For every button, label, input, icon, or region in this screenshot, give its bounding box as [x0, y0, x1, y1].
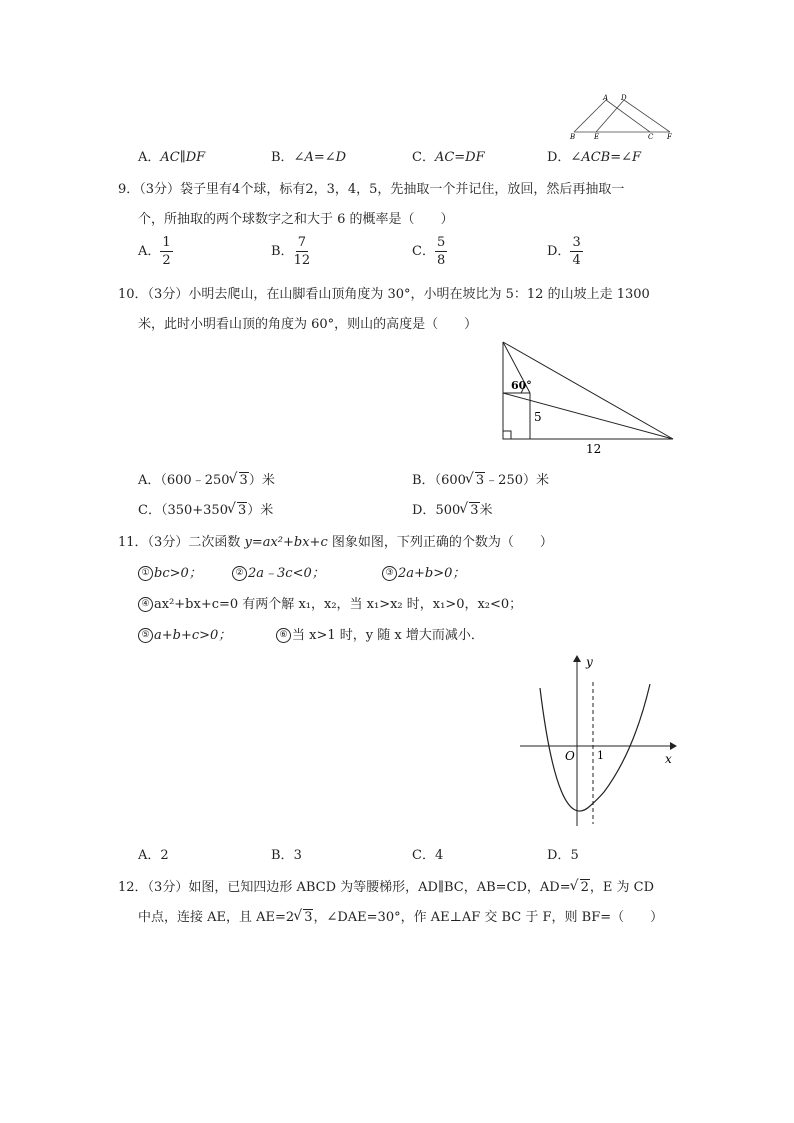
- q9-option-d[interactable]: D． $\frac{3}{4}$: [547, 235, 581, 268]
- option-text: AC=DF: [434, 150, 485, 165]
- sqrt: √ 2: [572, 880, 590, 895]
- q10-option-d[interactable]: D．500√ 3米: [412, 499, 493, 518]
- sqrt: √ 3: [467, 473, 485, 488]
- q9-stem-line2: 个，所抽取的两个球数字之和大于 6 的概率是（ ）: [138, 212, 454, 227]
- height-label: 5: [534, 410, 542, 424]
- q11-statement-4: ④ ax²+bx+c=0 有两个解 x₁，x₂，当 x₁>x₂ 时，x₁>0，x₂<0；: [138, 593, 522, 612]
- question-number: 9．（3分）: [118, 182, 181, 197]
- fraction: $\frac{5}{8}$: [436, 235, 446, 268]
- q10-stem-line2: 米，此时小明看山顶的角度为 60°，则山的高度是（ ）: [138, 317, 478, 332]
- y-axis-label: y: [586, 655, 593, 669]
- q12-stem-line1: 12．（3分）如图，已知四边形 ABCD 为等腰梯形，AD∥BC，AB=CD，AD=√ 2，E 为 CD: [118, 876, 654, 895]
- label-A: A: [603, 94, 609, 102]
- option-letter: B．: [271, 150, 294, 165]
- base-label: 12: [586, 442, 602, 456]
- angle-label: 60°: [511, 379, 532, 392]
- q8-option-c[interactable]: [412, 146, 485, 165]
- option-letter: A．: [138, 150, 161, 165]
- q9-option-b[interactable]: B． $\frac{7}{12}$: [271, 235, 311, 268]
- x-axis-label: x: [665, 752, 672, 766]
- sqrt: √ 3: [295, 910, 313, 925]
- label-E: E: [594, 133, 600, 140]
- q10-option-a[interactable]: A．（600﹣250√ 3）米: [138, 469, 275, 488]
- q11-parabola-graph: [514, 652, 684, 830]
- q8-option-d[interactable]: [547, 146, 641, 165]
- q11-option-a[interactable]: A．2: [138, 848, 169, 863]
- origin-label: O: [565, 749, 575, 763]
- q11-statement-2: ② 2a﹣3c<0；: [232, 562, 325, 581]
- q11-option-d[interactable]: D．5: [547, 848, 579, 863]
- q9-stem-line1: 9．（3分）袋子里有4个球，标有2，3，4，5，先抽取一个并记住，放回，然后再抽取一: [118, 182, 625, 197]
- q11-statement-6: ⑥ 当 x>1 时，y 随 x 增大而减小．: [276, 624, 484, 643]
- option-letter: D．: [547, 150, 571, 165]
- tick-label-1: 1: [597, 749, 604, 762]
- q11-statement-1: ① bc>0；: [138, 562, 202, 581]
- q11-option-c[interactable]: C．4: [412, 848, 444, 863]
- option-letter: C．: [412, 150, 435, 165]
- fraction: $\frac{1}{2}$: [162, 235, 171, 268]
- q11-stem: 11．（3分）二次函数 y=ax²+bx+c 图象如图，下列正确的个数为（ ）: [118, 535, 553, 550]
- q10-option-b[interactable]: B．（600√ 3﹣250）米: [412, 469, 549, 488]
- q9-option-c[interactable]: C． $\frac{5}{8}$: [412, 235, 446, 268]
- function-expr: y=ax²+bx+c: [244, 535, 328, 550]
- fraction: $\frac{3}{4}$: [572, 235, 581, 268]
- label-C: C: [648, 133, 654, 140]
- option-text: ∠ACB=∠F: [570, 150, 642, 165]
- q10-stem-line1: 10．（3分）小明去爬山，在山脚看山顶角度为 30°，小明在坡比为 5：12 的山坡上走 1300: [118, 287, 650, 302]
- q12-stem-line2: 中点，连接 AE，且 AE=2√ 3，∠DAE=30°，作 AE⊥AF 交 BC 于 F，则 BF=（ ）: [138, 906, 663, 925]
- label-B: B: [570, 133, 576, 140]
- sqrt: √ 3: [461, 503, 479, 518]
- q11-statement-5: ⑤ a+b+c>0；: [138, 624, 231, 643]
- label-D: D: [621, 94, 627, 102]
- option-text: ∠A=∠D: [293, 150, 347, 165]
- label-F: F: [667, 133, 672, 140]
- fraction: $\frac{7}{12}$: [293, 235, 311, 268]
- option-text: AC∥DF: [160, 150, 206, 165]
- q9-option-a[interactable]: A． $\frac{1}{2}$: [138, 235, 171, 268]
- question-number: 11．（3分）: [118, 535, 189, 550]
- q8-option-a[interactable]: [138, 146, 205, 165]
- q8-option-b[interactable]: [271, 146, 346, 165]
- question-number: 10．（3分）: [118, 287, 189, 302]
- q10-option-c[interactable]: C．（350+350√ 3）米: [138, 499, 273, 518]
- sqrt: √ 3: [231, 473, 249, 488]
- q8-triangle-figure: [566, 92, 678, 140]
- q10-mountain-figure: [496, 338, 680, 458]
- question-number: 12．（3分）: [118, 880, 189, 895]
- q11-option-b[interactable]: B．3: [271, 848, 302, 863]
- sqrt: √ 3: [229, 503, 247, 518]
- q11-statement-3: ③ 2a+b>0；: [382, 562, 465, 581]
